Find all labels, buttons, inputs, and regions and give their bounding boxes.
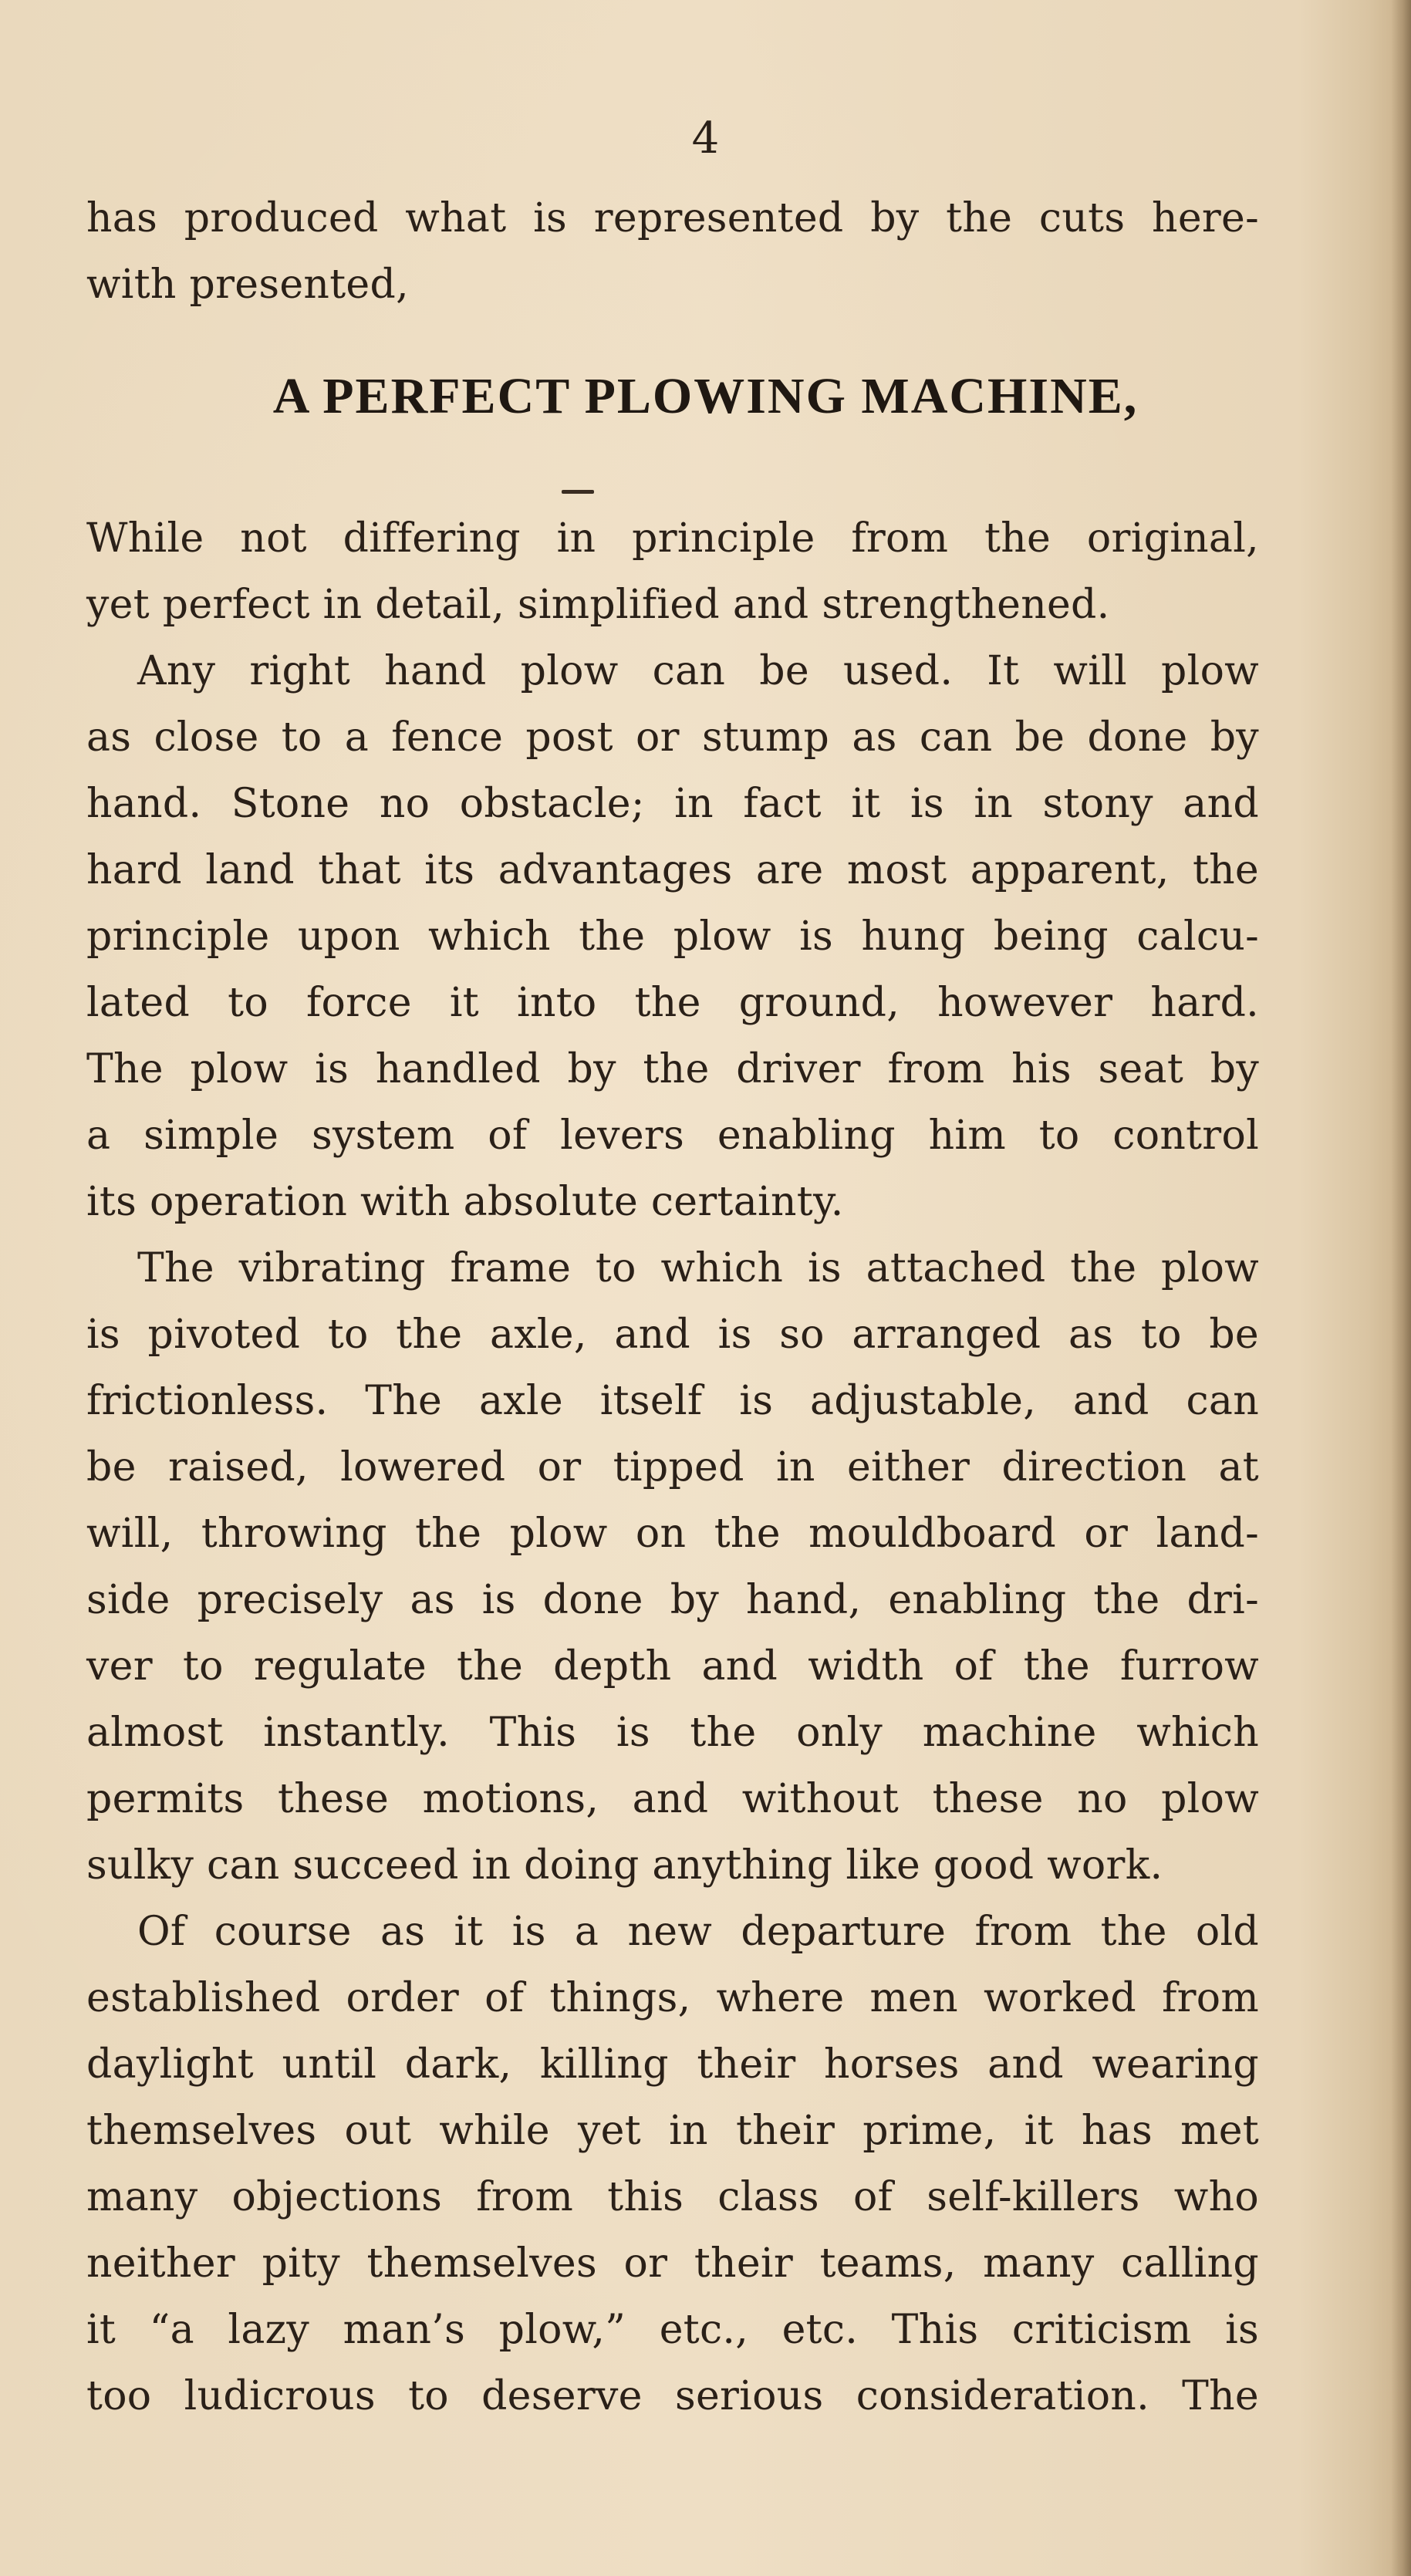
text-line: as close to a fence post or stump as can be done by [86, 714, 1259, 761]
text-line: will, throwing the plow on the mouldboard or land- [86, 1511, 1259, 1557]
text-line: daylight until dark, killing their horses and wearing [86, 2041, 1259, 2088]
text-line: many objections from this class of self-killers who [86, 2174, 1259, 2220]
page-heading: A PERFECT PLOWING MACHINE, [272, 368, 1139, 424]
text-line: permits these motions, and without these no plow [86, 1776, 1259, 1822]
text-line: frictionless. The axle itself is adjustable, and can [86, 1378, 1259, 1424]
text-line: sulky can succeed in doing anything like good work. [86, 1842, 1163, 1889]
text-line: side precisely as is done by hand, enabling the dri- [86, 1577, 1259, 1623]
intro-text [86, 185, 1259, 318]
text-line: principle upon which the plow is hung being calcu- [86, 913, 1259, 960]
text-line: with presented, [86, 262, 409, 308]
text-line: has produced what is represented by the cuts here- [86, 195, 1259, 241]
heading-rule [562, 490, 594, 494]
page-number: 4 [691, 113, 720, 164]
text-line: hard land that its advantages are most apparent, the [86, 847, 1259, 893]
text-line: be raised, lowered or tipped in either direction at [86, 1444, 1259, 1491]
text-line: established order of things, where men worked from [86, 1975, 1259, 2021]
text-line: Any right hand plow can be used. It will plow [137, 648, 1259, 694]
text-line: yet perfect in detail, simplified and strengthened. [86, 582, 1110, 628]
text-line: Of course as it is a new departure from the old [137, 1909, 1259, 1955]
text-line: neither pity themselves or their teams, many calling [86, 2240, 1259, 2287]
text-line: While not differing in principle from the original, [86, 515, 1259, 562]
text-line: is pivoted to the axle, and is so arranged as to be [86, 1312, 1259, 1358]
text-line: too ludicrous to deserve serious consideration. The [86, 2373, 1259, 2419]
text-line: almost instantly. This is the only machine which [86, 1710, 1259, 1756]
text-line: The vibrating frame to which is attached the plow [137, 1245, 1259, 1291]
text-line: it “a lazy man’s plow,” etc., etc. This criticism is [86, 2307, 1259, 2353]
text-line: hand. Stone no obstacle; in fact it is in stony and [86, 781, 1259, 827]
text-line: The plow is handled by the driver from his seat by [86, 1046, 1259, 1092]
body-text [86, 505, 1259, 2429]
text-line: its operation with absolute certainty. [86, 1179, 844, 1225]
text-line: themselves out while yet in their prime, it has met [86, 2108, 1259, 2154]
text-line: ver to regulate the depth and width of the furrow [86, 1643, 1259, 1690]
text-line: a simple system of levers enabling him to control [86, 1112, 1259, 1159]
text-line: lated to force it into the ground, however hard. [86, 980, 1259, 1026]
